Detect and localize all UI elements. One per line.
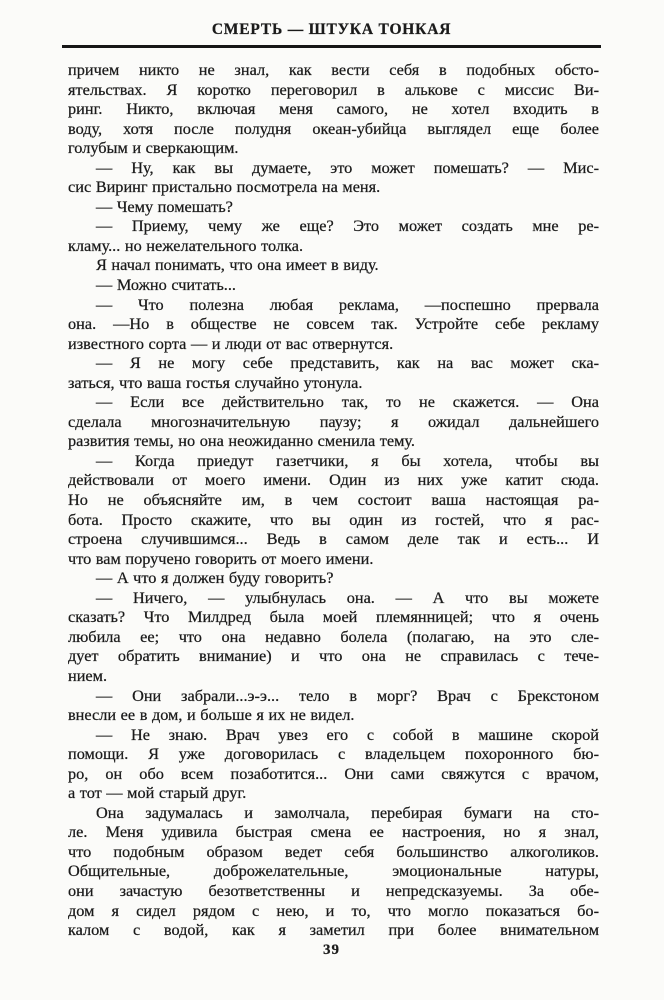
text-line: они зачастую безответственны и непредсказуемы. За обе- xyxy=(68,880,599,900)
text-line: внесли ее в дом, и больше я их не видел. xyxy=(68,705,355,725)
paragraph xyxy=(68,392,599,451)
text-line: заться, что ваша гостья случайно утонула. xyxy=(68,372,363,392)
text-line: действовали от моего имени. Один из них уже катит сюда. xyxy=(68,470,599,490)
text-line: — Они забрали...э-э... тело в морг? Врач с Брекстоном xyxy=(96,685,599,705)
text-line: нием. xyxy=(68,665,108,685)
text-line: сделала многозначительную паузу; я ожидал дальнейшего xyxy=(68,411,599,431)
paragraph xyxy=(68,197,599,217)
text-line: что вам поручено говорить от моего имени. xyxy=(68,548,374,568)
text-line: воду, хотя после полудня океан-убийца выглядел еще более xyxy=(68,118,599,138)
text-line: — Что полезна любая реклама, —поспешно прервала xyxy=(96,294,599,314)
text-line: — Когда приедут газетчики, я бы хотела, чтобы вы xyxy=(96,450,599,470)
text-line: она. —Но в обществе не совсем так. Устройте себе рекламу xyxy=(68,314,599,334)
text-line: сказать? Что Милдред была моей племянницей; что я очень xyxy=(68,607,599,627)
text-line: — Чему помешать? xyxy=(96,196,233,216)
paragraph xyxy=(68,588,599,686)
paragraph xyxy=(68,60,599,158)
paragraph xyxy=(68,275,599,295)
text-line: Она задумалась и замолчала, перебирая бумаги на сто- xyxy=(96,802,599,822)
text-line: — А что я должен буду говорить? xyxy=(96,568,334,588)
text-line: — Если все действительно так, то не скажется. — Она xyxy=(96,392,599,412)
text-line: — Я не могу себе представить, как на вас может ска- xyxy=(96,353,599,373)
paragraph xyxy=(68,353,599,392)
paragraph xyxy=(68,216,599,255)
text-line: голубым и сверкающим. xyxy=(68,138,239,158)
text-line: любила ее; что она недавно болела (полагаю, на это сле- xyxy=(68,626,599,646)
text-line: Я начал понимать, что она имеет в виду. xyxy=(96,255,379,275)
text-line: — Приему, чему же еще? Это может создать мне ре- xyxy=(96,216,599,236)
text-line: строена случившимся... Ведь в самом деле так и есть... И xyxy=(68,529,599,549)
text-line: причем никто не знал, как вести себя в подобных обсто- xyxy=(68,60,599,79)
text-line: Общительные, доброжелательные, эмоциональные натуры, xyxy=(68,861,599,881)
text-line: развития темы, но она неожиданно сменила тему. xyxy=(68,431,415,451)
text-line: известного сорта — и люди от вас отвернутся. xyxy=(68,333,394,353)
text-line: — Ничего, — улыбнулась она. — А что вы можете xyxy=(96,587,599,607)
text-line: — Ну, как вы думаете, это может помешать? — Мис- xyxy=(96,157,599,177)
paragraph xyxy=(68,295,599,354)
text-line: помощи. Я уже договорилась с владельцем похоронного бю- xyxy=(68,744,599,764)
header-rule xyxy=(62,45,601,48)
text-line: а тот — мой старый друг. xyxy=(68,783,247,803)
paragraph xyxy=(68,725,599,803)
running-header xyxy=(62,21,601,48)
paragraph xyxy=(68,568,599,588)
text-line: кламу... но нежелательного толка. xyxy=(68,235,304,255)
paragraph xyxy=(68,451,599,568)
text-line: калом с водой, как я заметил при более внимательном xyxy=(68,920,599,940)
text-line: дует обратить внимание) и что она не справилась с тече- xyxy=(68,646,599,666)
paragraph xyxy=(68,255,599,275)
text-line: ле. Меня удивила быстрая смена ее настроения, но я знал, xyxy=(68,822,599,842)
paragraph xyxy=(68,686,599,725)
text-line: что подобным образом ведет себя большинство алкоголиков. xyxy=(68,841,599,861)
page-body xyxy=(68,60,599,940)
text-line: ринг. Никто, включая меня самого, не хотел входить в xyxy=(68,99,599,119)
text-line: дом я сидел рядом с нею, и то, что могло показаться бо- xyxy=(68,900,599,920)
text-line: сис Виринг пристально посмотрела на меня. xyxy=(68,177,381,197)
page-number: 39 xyxy=(323,942,340,958)
paragraph xyxy=(68,803,599,940)
text-line: — Не знаю. Врач увез его с собой в машине скорой xyxy=(96,724,599,744)
text-line: ро, он обо всем позаботится... Они сами свяжутся с врачом, xyxy=(68,763,599,783)
text-line: бота. Просто скажите, что вы один из гостей, что я рас- xyxy=(68,509,599,529)
paragraph xyxy=(68,158,599,197)
chapter-title: СМЕРТЬ — ШТУКА ТОНКАЯ xyxy=(211,21,452,38)
text-line: ятельствах. Я коротко переговорил в алькове с миссис Ви- xyxy=(68,79,599,99)
text-line: Но не объясняйте им, в чем состоит ваша настоящая ра- xyxy=(68,490,599,510)
text-line: — Можно считать... xyxy=(96,275,237,295)
